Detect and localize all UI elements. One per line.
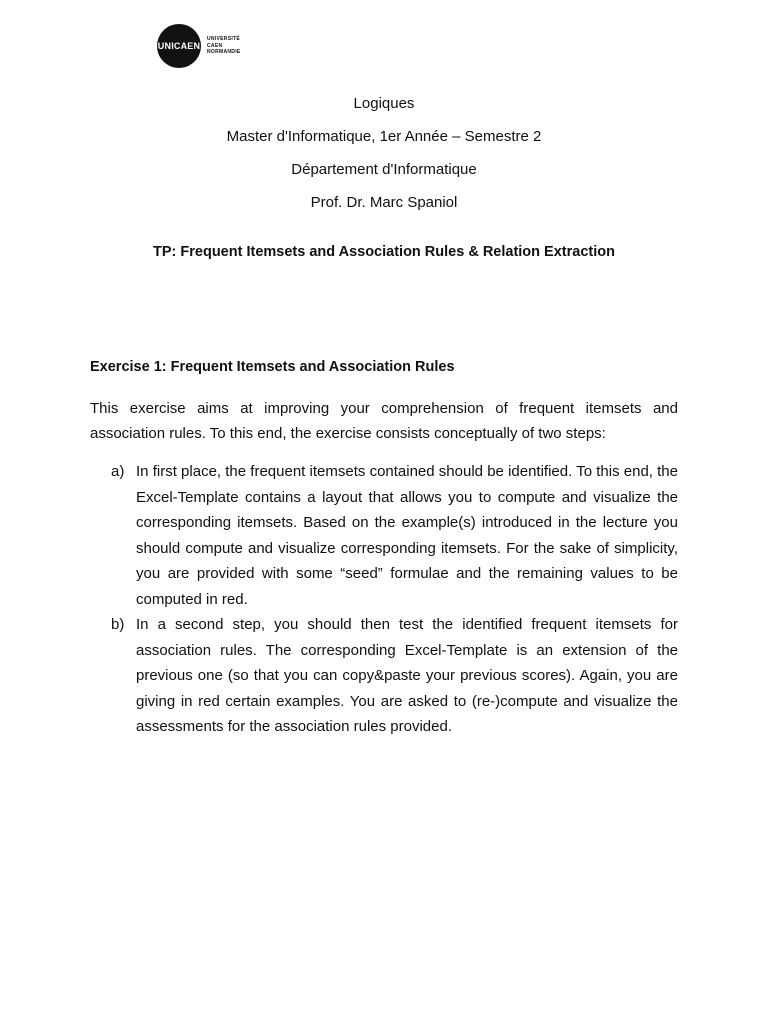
list-item (90, 612, 678, 740)
step-b-text: In a second step, you should then test the identified frequent itemsets for association rules. The corresponding Excel-Template is an extension of the previous one (so that you can copy&paste your previous scores). Again, you are giving in red certain examples. You are asked to (re-)compute and visualize the assessments for the association rules provided. (136, 616, 678, 735)
professor-line: Prof. Dr. Marc Spaniol (310, 194, 458, 211)
department-line: Département d'Informatique (291, 161, 477, 178)
step-a-marker: a) (111, 463, 125, 480)
step-a-text: In first place, the frequent itemsets contained should be identified. To this end, the Excel-Template contains a layout that allows you to compute and visualize the corresponding itemsets. Based on the example(s) introduced in the lecture you should compute and visualize corresponding itemsets. For the sake of simplicity, you are provided with some “seed” formulae and the remaining values to be computed in red. (136, 463, 678, 608)
list-item (90, 459, 678, 612)
logo-line-3: NORMANDIE (207, 49, 241, 56)
logo-mark: UNICAEN (157, 24, 201, 68)
university-logo (157, 24, 241, 68)
course-name: Logiques (353, 95, 415, 112)
tp-title: TP: Frequent Itemsets and Association Rules & Relation Extraction (153, 244, 615, 260)
exercise-1-intro: This exercise aims at improving your comprehension of frequent itemsets and association rules. To this end, the exercise consists conceptually of two steps: (90, 400, 678, 442)
logo-line-1: UNIVERSITÉ (207, 36, 241, 43)
step-b-marker: b) (111, 616, 125, 633)
logo-line-2: CAEN (207, 42, 223, 49)
program-line: Master d'Informatique, 1er Année – Semestre 2 (226, 128, 542, 145)
logo-wordmark (207, 36, 241, 56)
exercise-1-heading: Exercise 1: Frequent Itemsets and Association Rules (90, 359, 455, 375)
exercise-1-steps (90, 459, 678, 740)
